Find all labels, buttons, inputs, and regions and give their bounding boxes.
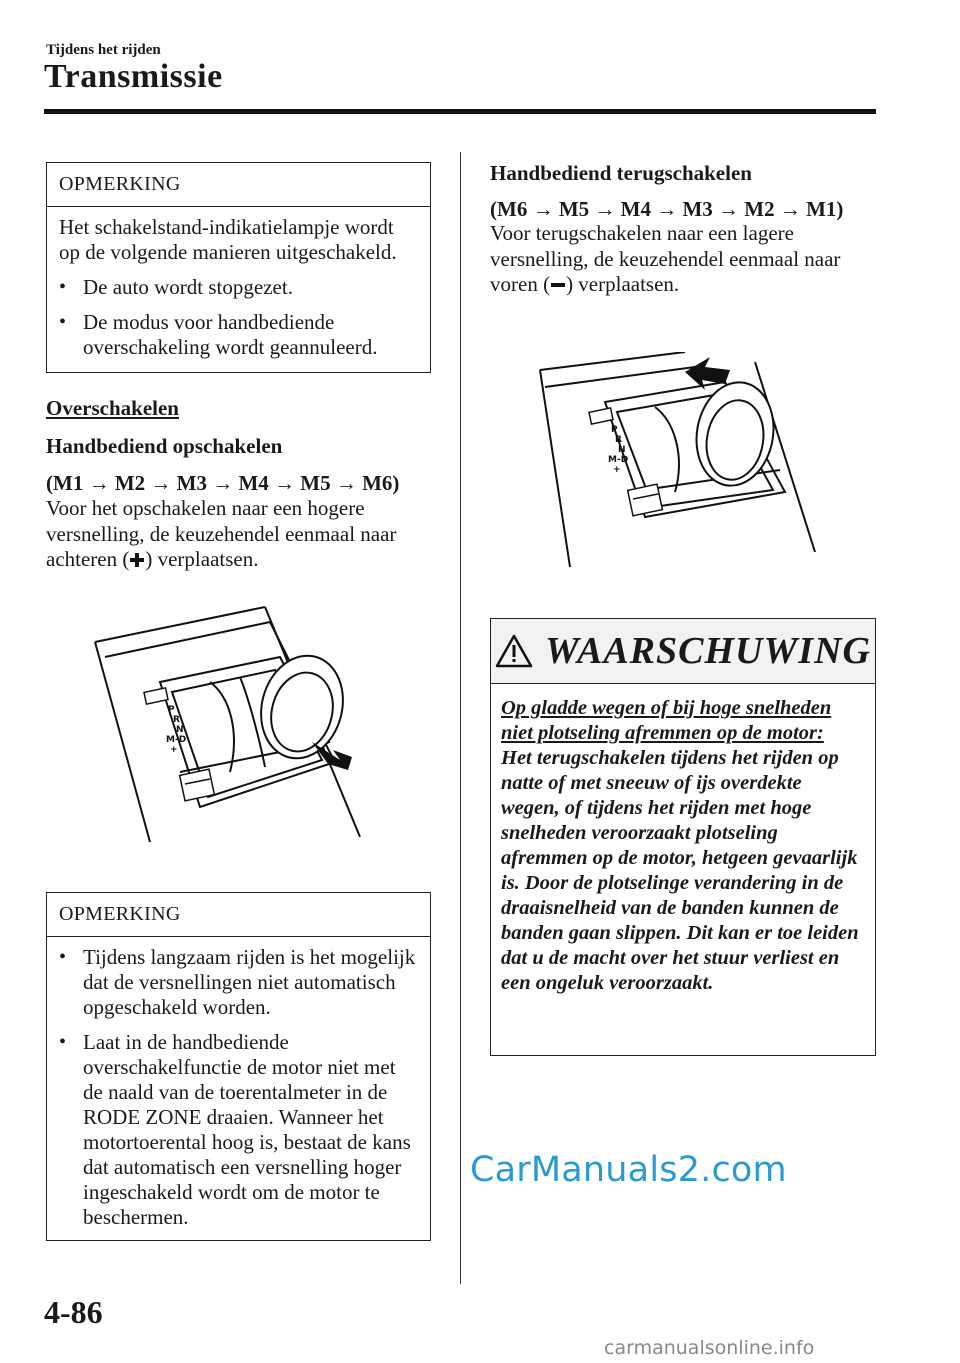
note-heading: OPMERKING bbox=[47, 893, 430, 937]
warning-box bbox=[490, 618, 876, 1056]
downshift-heading: Handbediend terugschakelen bbox=[490, 161, 752, 185]
bullet-icon: • bbox=[59, 276, 67, 298]
warning-text: Het terugschakelen tijdens het rijden op natte of met sneeuw of ijs overdekte wegen, of tijdens het rijden met hoge snelheden veroorzaakt plotseling afremmen op de motor, hetgeen gevaarlijk is. Door de plotselinge verandering in de draaisnelheid van de banden kunnen de banden gaan slippen. Dit kan er toe leiden dat u de macht over het stuur verliest en een ongeluk veroorzaakt. bbox=[501, 747, 859, 994]
page-number: 4-86 bbox=[44, 1294, 103, 1330]
list-item: • De modus voor handbediende overschakeling wordt geannuleerd. bbox=[59, 310, 378, 359]
bullet-icon: • bbox=[59, 946, 67, 968]
svg-text:M-D: M-D bbox=[608, 455, 629, 465]
warning-header bbox=[491, 619, 875, 684]
downshift-line-1: Voor terugschakelen naar een lagere bbox=[490, 221, 794, 245]
upshift-heading: Handbediend opschakelen bbox=[46, 434, 283, 458]
page-title: Transmissie bbox=[44, 58, 223, 95]
note-box-indicator bbox=[46, 162, 431, 373]
upshift-line-3: achteren ( ) verplaatsen. bbox=[46, 547, 259, 571]
shifter-downshift-illustration bbox=[535, 352, 820, 572]
upshift-line-2: versnelling, de keuzehendel eenmaal naar bbox=[46, 522, 397, 546]
svg-text:P: P bbox=[611, 425, 618, 435]
warning-triangle-icon bbox=[495, 634, 533, 668]
watermark-logo: CarManuals2.com bbox=[470, 1150, 787, 1190]
plus-icon bbox=[129, 552, 145, 568]
footer-url: carmanualsonline.info bbox=[604, 1337, 815, 1359]
shifter-label-md: M-D bbox=[166, 735, 187, 745]
shifter-label-plus: + bbox=[170, 745, 178, 755]
upshift-line-1: Voor het opschakelen naar een hogere bbox=[46, 496, 365, 520]
upshift-sequence: (M1 → M2 → M3 → M4 → M5 → M6) bbox=[46, 471, 400, 495]
bullet-icon: • bbox=[59, 311, 67, 333]
shifter-upshift-illustration bbox=[90, 602, 380, 852]
section-label: Tijdens het rijden bbox=[46, 42, 161, 58]
header-rule bbox=[44, 109, 876, 114]
minus-icon bbox=[550, 277, 566, 293]
note-box-shifting bbox=[46, 892, 431, 1241]
svg-text:+: + bbox=[613, 465, 621, 475]
shifter-label-r: R bbox=[173, 715, 180, 725]
svg-text:N: N bbox=[618, 445, 626, 455]
warning-title: WAARSCHUWING bbox=[545, 630, 871, 672]
bullet-icon: • bbox=[59, 1031, 67, 1053]
list-item: • De auto wordt stopgezet. bbox=[59, 275, 293, 299]
svg-text:R: R bbox=[615, 435, 622, 445]
column-divider bbox=[460, 152, 461, 1284]
note-intro: Het schakelstand-indikatielampje wordt op de volgende manieren uitgeschakeld. bbox=[59, 215, 397, 264]
list-item: • Laat in de handbediende overschakelfunctie de motor niet met de naald van de toerentalmeter in de RODE ZONE draaien. Wanneer het motortoerental hoog is, bestaat de kans dat automatisch een versnelling hoger ingeschakeld wordt om de motor te beschermen. bbox=[59, 1030, 411, 1229]
note-heading: OPMERKING bbox=[47, 163, 430, 207]
warning-lead: Op gladde wegen of bij hoge snelheden niet plotseling afremmen op de motor: bbox=[501, 697, 832, 744]
shifter-label-n: N bbox=[176, 725, 184, 735]
downshift-sequence: (M6 → M5 → M4 → M3 → M2 → M1) bbox=[490, 197, 844, 221]
shifter-label-p: P bbox=[168, 705, 175, 715]
downshift-line-2: versnelling, de keuzehendel eenmaal naar bbox=[490, 247, 841, 271]
list-item: • Tijdens langzaam rijden is het mogelijk dat de versnellingen niet automatisch opgeschakeld worden. bbox=[59, 945, 416, 1019]
overschakelen-heading: Overschakelen bbox=[46, 396, 179, 420]
downshift-line-3: voren ( ) verplaatsen. bbox=[490, 272, 680, 296]
